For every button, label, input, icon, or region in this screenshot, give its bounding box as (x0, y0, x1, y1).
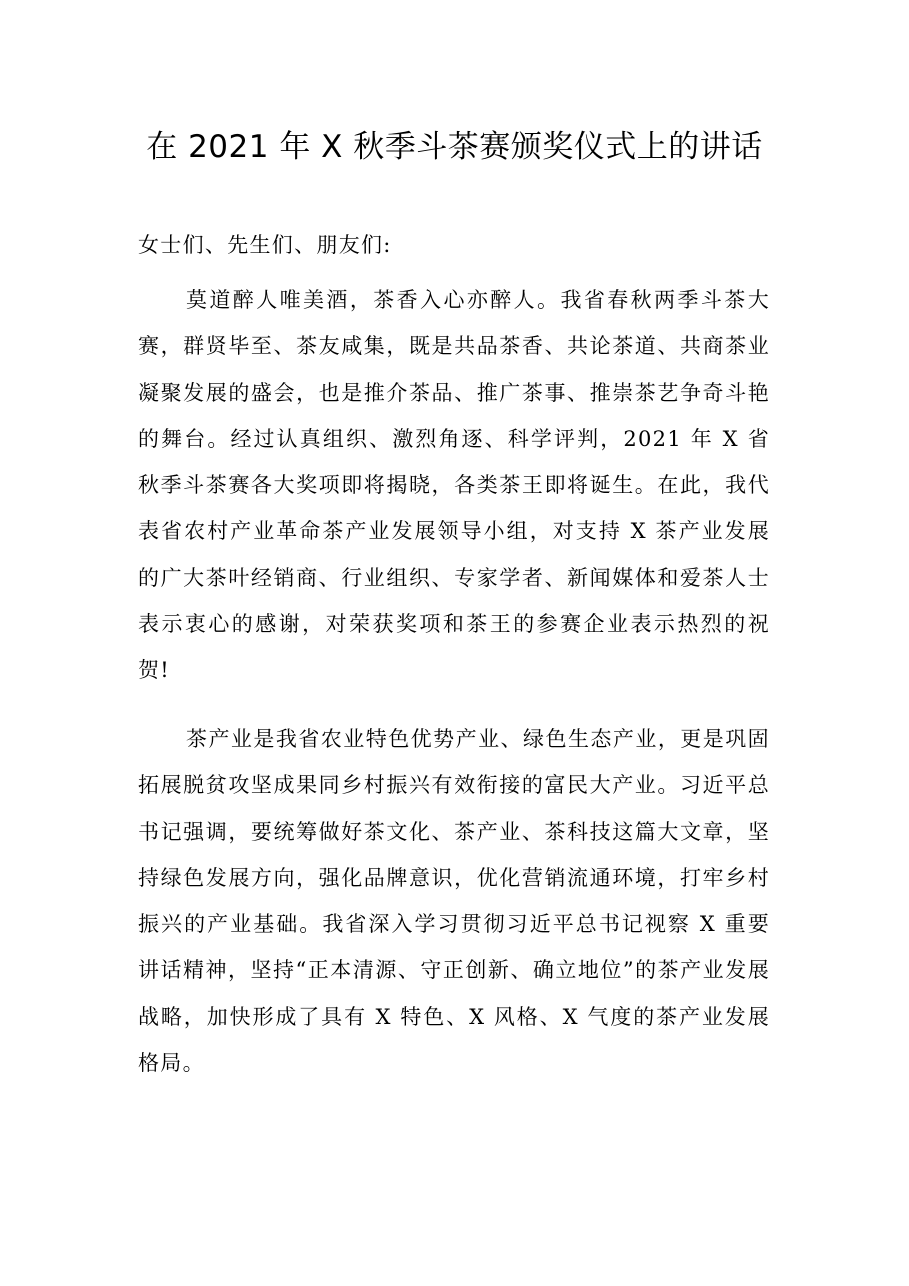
paragraph-2: 茶产业是我省农业特色优势产业、绿色生态产业，更是巩固拓展脱贫攻坚成果同乡村振兴有效衔接的富民大产业。习近平总书记强调，要统筹做好茶文化、茶产业、茶科技这篇大文章，坚持绿色发展方向，强化品牌意识，优化营销流通环境，打牢乡村振兴的产业基础。我省深入学习贯彻习近平总书记视察 X 重要讲话精神，坚持“正本清源、守正创新、确立地位”的茶产业发展战略，加快形成了具有 X 特色、X 风格、X 气度的茶产业发展格局。 (138, 727, 770, 1076)
salutation: 女士们、先生们、朋友们: (138, 233, 392, 257)
paragraph-1: 莫道醉人唯美酒，茶香入心亦醉人。我省春秋两季斗茶大赛，群贤毕至、茶友咸集，既是共品茶香、共论茶道、共商茶业凝聚发展的盛会，也是推介茶品、推广茶事、推崇茶艺争奇斗艳的舞台。经过认真组织、激烈角逐、科学评判，2021 年 X 省秋季斗茶赛各大奖项即将揭晓，各类茶王即将诞生。在此，我代表省农村产业革命茶产业发展领导小组，对支持 X 茶产业发展的广大茶叶经销商、行业组织、专家学者、新闻媒体和爱茶人士表示衷心的感谢，对荣获奖项和茶王的参赛企业表示热烈的祝贺! (138, 288, 770, 683)
document-title: 在 2021 年 X 秋季斗茶赛颁奖仪式上的讲话 (146, 129, 763, 165)
